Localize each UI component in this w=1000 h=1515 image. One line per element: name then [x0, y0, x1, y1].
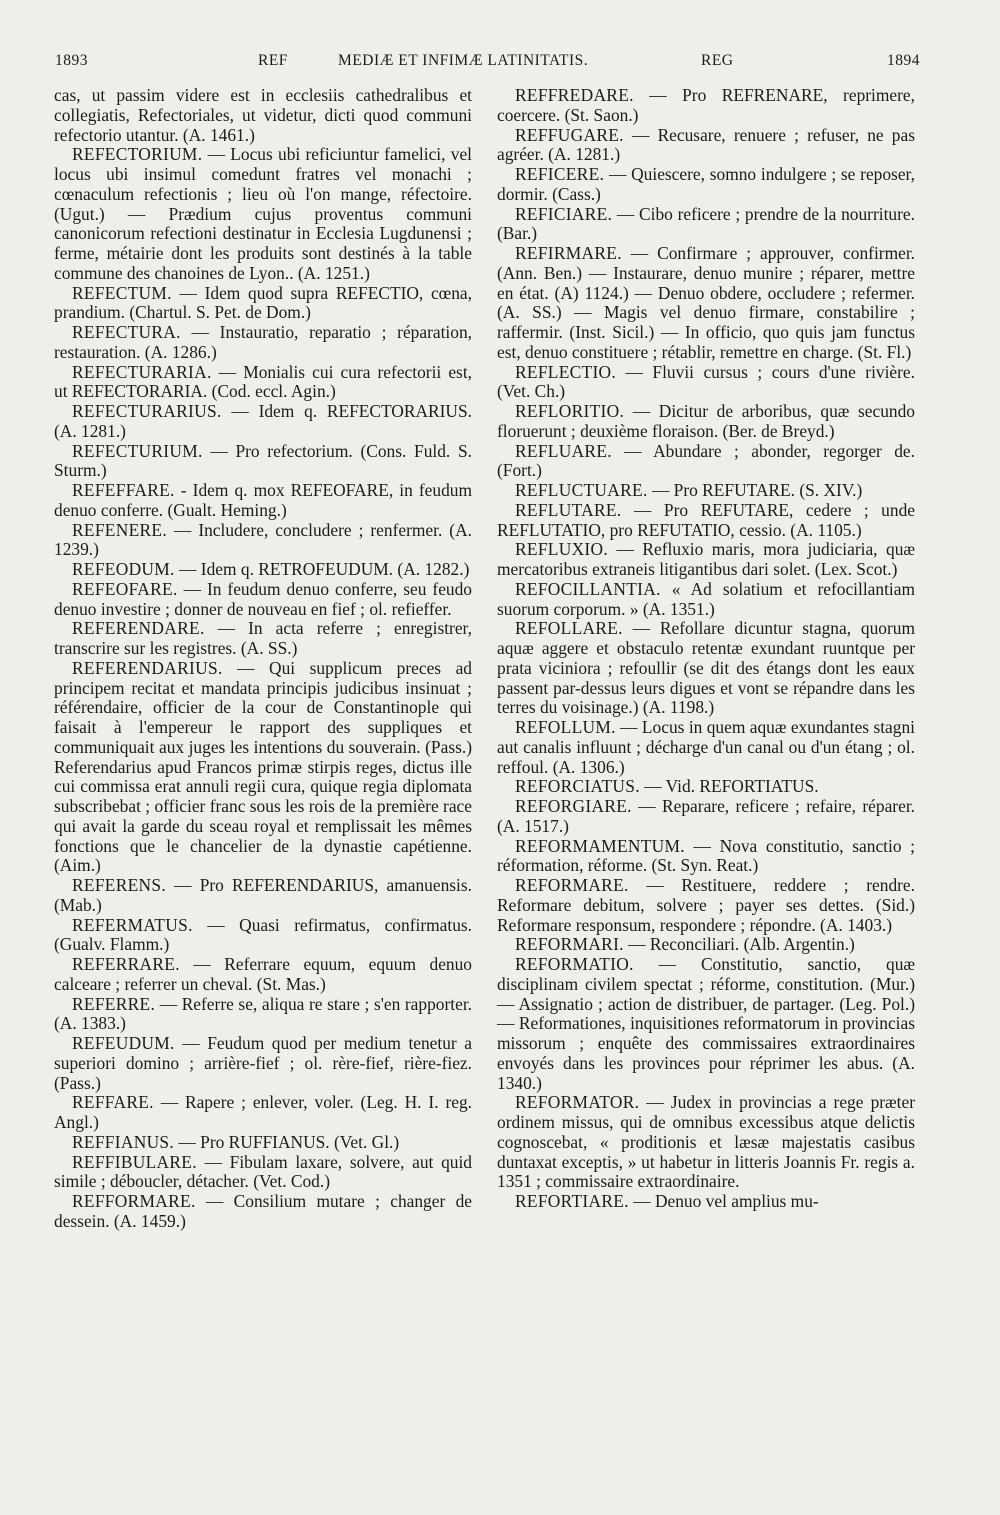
entry-definition: — Restituere, reddere ; rendre. Reformare debitum, solvere ; payer ses dettes. (Sid.) Reformare responsum, respondere ; répondre. (A. 1403.)	[497, 875, 915, 935]
dictionary-entry	[497, 1192, 915, 1212]
dictionary-entry	[54, 659, 472, 876]
dictionary-entry	[54, 619, 472, 659]
entry-definition: — Judex in provincias a rege præter ordinem missus, qui de omnibus excessibus atque delictis cognoscebat, « proditionis et læsæ majestatis casibus duntaxat exceptis, » ut habetur in litteris Joannis Fr. regis a. 1351 ; commissaire extraordinaire.	[497, 1092, 915, 1192]
dictionary-entry	[54, 1133, 472, 1153]
entry-headword: REFERENS.	[72, 875, 167, 895]
dictionary-entry	[497, 955, 915, 1093]
dictionary-entry	[54, 580, 472, 620]
right-catchword: REG	[701, 52, 734, 69]
entry-definition: — In acta referre ; enregistrer, transcrire sur les registres. (A. SS.)	[54, 618, 472, 658]
left-catchword: REF	[258, 52, 288, 69]
left-column	[54, 86, 472, 1232]
entry-definition: — Qui supplicum preces ad principem recitat et mandata principis judicibus insinuat ; référendaire, officier de la cour de Constantinople qui faisait à l'empereur le rapport des suppliques et communiquait aux juges les intentions du souverain. (Pass.) Referendarius apud Francos primæ stirpis reges, dictus ille cui commissa erat annuli regii cura, quique regia diplomata subscribebat ; officier franc sous les rois de la première race qui avait la garde du sceau royal et remplissait les mêmes fonctions que le chancelier de la dynastie capétienne. (Aim.)	[54, 657, 472, 876]
entry-headword: REFERMATUS.	[72, 914, 193, 935]
entry-definition: — Consilium mutare ; changer de dessein. (A. 1459.)	[54, 1191, 472, 1231]
dictionary-entry	[497, 442, 915, 482]
entry-definition: — Fluvii cursus ; cours d'une rivière. (Vet. Ch.)	[497, 361, 915, 402]
entry-headword: REFFARE.	[72, 1092, 154, 1113]
dictionary-entry	[54, 86, 472, 145]
entry-headword: REFLECTIO.	[515, 361, 617, 382]
entry-definition: — Referre se, aliqua re stare ; s'en rapporter. (A. 1383.)	[54, 993, 472, 1034]
entry-headword: REFECTURIUM.	[72, 440, 203, 461]
entry-headword: REFLUARE.	[515, 440, 612, 461]
entry-headword: REFICERE.	[515, 164, 605, 184]
entry-headword: REFECTURARIUS.	[72, 401, 222, 421]
entry-definition: — Includere, concludere ; renfermer. (A. 1239.)	[54, 519, 472, 560]
entry-definition: — Idem quod supra REFECTIO, cœna, prandium. (Chartul. S. Pet. de Dom.)	[54, 282, 472, 323]
dictionary-entry	[54, 323, 472, 363]
entry-headword: REFLUXIO.	[515, 539, 609, 560]
entry-definition: — Nova constitutio, sanctio ; réformation, réforme. (St. Syn. Reat.)	[497, 835, 915, 876]
entry-headword: REFEUDUM.	[72, 1033, 175, 1053]
dictionary-entry	[497, 402, 915, 442]
dictionary-entry	[54, 916, 472, 956]
dictionary-entry	[54, 442, 472, 482]
entry-headword: REFOLLUM.	[515, 717, 616, 737]
entry-definition: — Locus ubi reficiuntur famelici, vel locus ubi insimul comedunt fratres vel monachi ; cœnaculum refectionis ; lieu où l'on mange, réfectoire. (Ugut.) — Prædium cujus proventus communi canonicorum refectioni destinatur in Ecclesia Lugdunensi ; ferme, métairie dont les produits sont destinés à la table commune des chanoines de Lyon.. (A. 1251.)	[54, 144, 472, 283]
entry-headword: REFORTIARE.	[515, 1191, 629, 1211]
entry-definition: — Denuo vel amplius mu-	[628, 1191, 819, 1211]
entry-definition: — Constitutio, sanctio, quæ disciplinam civilem spectat ; réforme, constitution. (Mur.) — Assignatio ; action de distribuer, de partager. (Leg. Pol.) — Reformationes, inquisitiones reformatorum in provincias missorum ; enquête des commissaires extraordinaires envoyés dans les provinces pour réprimer les abus. (A. 1340.)	[497, 954, 915, 1093]
entry-definition: — Refollare dicuntur stagna, quorum aquæ aggere et obstaculo retentæ exundant ruuntque per prata viciniora ; refoullir (se dit des étangs dont les eaux passent par-dessus leurs digues et vont se répandre dans les terres du voisinage.) (A. 1198.)	[497, 618, 915, 718]
left-page-number: 1893	[55, 52, 88, 69]
entry-definition: — Cibo reficere ; prendre de la nourriture. (Bar.)	[497, 203, 915, 244]
dictionary-entry	[497, 244, 915, 363]
entry-definition: — Feudum quod per medium tenetur a superiori domino ; arrière-fief ; ol. rère-fief, rière-fiez. (Pass.)	[54, 1033, 472, 1093]
entry-headword: REFORMARE.	[515, 875, 629, 895]
dictionary-entry	[54, 402, 472, 442]
entry-definition: cas, ut passim videre est in ecclesiis cathedralibus et collegiatis, Refectoriales, ut videtur, dicti quod communi refectorio utantur. (A. 1461.)	[54, 85, 472, 145]
entry-headword: REFORGIARE.	[515, 796, 632, 816]
right-column	[497, 86, 915, 1212]
dictionary-entry	[497, 363, 915, 403]
dictionary-entry	[497, 876, 915, 935]
entry-definition: — Refluxio maris, mora judiciaria, quæ mercatoribus extraneis litigantibus dari solet. (Lex. Scot.)	[497, 539, 915, 579]
entry-definition: — Pro REFUTARE. (S. XIV.)	[647, 480, 863, 500]
dictionary-entry	[497, 580, 915, 620]
entry-headword: REFEODUM.	[72, 559, 175, 579]
entry-definition: — Confirmare ; approuver, confirmer. (Ann. Ben.) — Instaurare, denuo munire ; réparer, mettre en état. (A) 1124.) — Denuo obdere, occludere ; refermer. (A. SS.) — Magis vel denuo firmare, constabilire ; raffermir. (Inst. Sicil.) — In officio, quo quis jam functus est, denuo constituere ; rétablir, remettre en charge. (St. Fl.)	[497, 243, 915, 362]
entry-definition: — Pro RUFFIANUS. (Vet. Gl.)	[174, 1131, 400, 1152]
dictionary-entry	[497, 540, 915, 580]
dictionary-entry	[54, 560, 472, 580]
entry-definition: — Idem q. RETROFEUDUM. (A. 1282.)	[174, 559, 470, 579]
dictionary-entry	[54, 1192, 472, 1232]
dictionary-entry	[54, 1034, 472, 1093]
dictionary-entry	[54, 481, 472, 521]
entry-definition: — Recusare, renuere ; refuser, ne pas agréer. (A. 1281.)	[497, 124, 915, 165]
entry-headword: REFORMAMENTUM.	[515, 835, 685, 856]
dictionary-entry	[497, 205, 915, 245]
dictionary-entry	[497, 935, 915, 955]
entry-definition: — Instauratio, reparatio ; réparation, restauration. (A. 1286.)	[54, 322, 472, 362]
entry-definition: — Quiescere, somno indulgere ; se reposer, dormir. (Cass.)	[497, 164, 915, 204]
entry-headword: REFECTUM.	[72, 282, 172, 303]
dictionary-entry	[497, 86, 915, 126]
entry-headword: REFEFFARE.	[72, 480, 175, 500]
entry-definition: — Reconciliari. (Alb. Argentin.)	[623, 934, 855, 955]
dictionary-entry	[54, 145, 472, 283]
dictionary-entry	[497, 126, 915, 166]
entry-definition: — Referrare equum, equum denuo calceare ; referrer un cheval. (St. Mas.)	[54, 954, 472, 994]
entry-definition: — Pro REFERENDARIUS, amanuensis. (Mab.)	[54, 875, 472, 915]
entry-headword: REFFIBULARE.	[72, 1151, 197, 1172]
dictionary-entry	[497, 165, 915, 205]
entry-headword: REFERRE.	[72, 993, 156, 1014]
entry-headword: REFFORMARE.	[72, 1191, 196, 1211]
dictionary-entry	[497, 837, 915, 877]
entry-definition: — In feudum denuo conferre, seu feudo denuo investire ; donner de nouveau en fief ; ol. refieffer.	[54, 578, 472, 619]
right-page-number: 1894	[887, 52, 920, 69]
entry-headword: REFICIARE.	[515, 203, 613, 224]
entry-headword: REFEOFARE.	[72, 578, 178, 599]
dictionary-entry	[497, 619, 915, 718]
entry-headword: REFERRARE.	[72, 954, 180, 974]
dictionary-entry	[497, 501, 915, 541]
entry-headword: REFECTORIUM.	[72, 144, 203, 165]
dictionary-entry	[54, 955, 472, 995]
dictionary-entry	[54, 521, 472, 561]
entry-headword: REFLUTARE.	[515, 499, 622, 520]
entry-headword: REFORMATIO.	[515, 954, 634, 974]
entry-definition: — Locus in quem aquæ exundantes stagni aut canalis influunt ; décharge d'un canal ou d'un étang ; ol. reffoul. (A. 1306.)	[497, 717, 915, 777]
dictionary-entry	[497, 777, 915, 797]
entry-definition: — Idem q. REFECTORARIUS. (A. 1281.)	[54, 401, 472, 441]
entry-headword: REFIRMARE.	[515, 243, 622, 263]
running-title: MEDIÆ ET INFIMÆ LATINITATIS.	[338, 52, 589, 69]
entry-headword: REFORCIATUS.	[515, 776, 640, 797]
dictionary-entry	[54, 995, 472, 1035]
entry-definition: — Pro REFUTARE, cedere ; unde REFLUTATIO, pro REFUTATIO, cessio. (A. 1105.)	[497, 499, 915, 540]
entry-headword: REFENERE.	[72, 519, 167, 540]
entry-definition: — Monialis cui cura refectorii est, ut REFECTORARIA. (Cod. eccl. Agin.)	[54, 361, 472, 402]
entry-headword: REFLUCTUARE.	[515, 480, 648, 500]
entry-definition: — Fibulam laxare, solvere, aut quid simile ; déboucler, détacher. (Vet. Cod.)	[54, 1151, 472, 1192]
entry-headword: REFOCILLANTIA.	[515, 578, 661, 599]
entry-definition: — Abundare ; abonder, regorger de. (Fort.)	[497, 440, 915, 481]
entry-headword: REFERENDARE.	[72, 618, 205, 639]
dictionary-entry	[54, 284, 472, 324]
entry-definition: — Pro REFRENARE, reprimere, coercere. (St. Saon.)	[497, 85, 915, 125]
dictionary-entry	[54, 876, 472, 916]
entry-headword: REFLORITIO.	[515, 401, 625, 421]
entry-headword: REFFIANUS.	[72, 1131, 175, 1152]
dictionary-entry	[497, 481, 915, 501]
dictionary-entry	[54, 363, 472, 403]
entry-definition: — Pro refectorium. (Cons. Fuld. S. Sturm.)	[54, 440, 472, 481]
dictionary-entry	[497, 1093, 915, 1192]
entry-headword: REFECTURA.	[72, 322, 181, 342]
entry-headword: REFORMARI.	[515, 934, 624, 955]
entry-definition: — Vid. REFORTIATUS.	[639, 776, 819, 797]
entry-headword: REFECTURARIA.	[72, 361, 212, 382]
running-header	[55, 52, 920, 76]
entry-definition: — Reparare, reficere ; refaire, réparer. (A. 1517.)	[497, 796, 915, 836]
entry-headword: REFORMATOR.	[515, 1092, 640, 1113]
entry-headword: REFFUGARE.	[515, 124, 624, 145]
entry-headword: REFOLLARE.	[515, 618, 623, 639]
dictionary-entry	[497, 718, 915, 777]
entry-headword: REFERENDARIUS.	[72, 657, 223, 678]
dictionary-entry	[54, 1093, 472, 1133]
entry-definition: - Idem q. mox REFEOFARE, in feudum denuo conferre. (Gualt. Heming.)	[54, 480, 472, 520]
dictionary-entry	[54, 1153, 472, 1193]
entry-definition: — Quasi refirmatus, confirmatus. (Gualv. Flamm.)	[54, 914, 472, 955]
entry-definition: — Dicitur de arboribus, quæ secundo floruerunt ; deuxième floraison. (Ber. de Breyd.)	[497, 401, 915, 441]
dictionary-entry	[497, 797, 915, 837]
entry-definition: « Ad solatium et refocillantiam suorum corporum. » (A. 1351.)	[497, 578, 915, 619]
entry-definition: — Rapere ; enlever, voler. (Leg. H. I. reg. Angl.)	[54, 1092, 472, 1132]
entry-headword: REFFREDARE.	[515, 85, 634, 105]
